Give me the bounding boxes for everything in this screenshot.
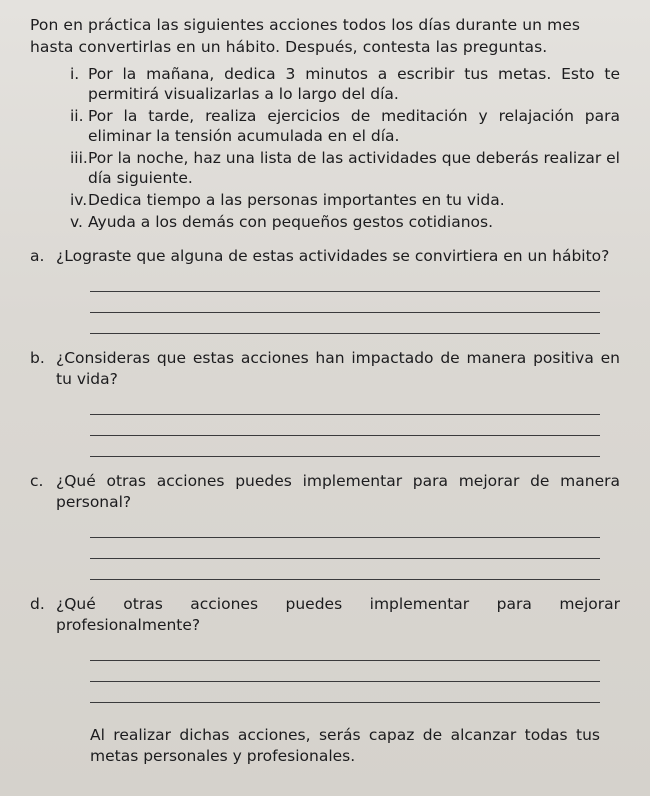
action-text: Por la noche, haz una lista de las actividades que deberás realizar el día siguiente. bbox=[88, 149, 620, 187]
action-number: v. bbox=[70, 213, 83, 231]
closing-text: Al realizar dichas acciones, serás capaz de alcanzar todas tus metas personales y profesionales. bbox=[90, 726, 600, 765]
action-item bbox=[70, 64, 620, 104]
question-letter: b. bbox=[30, 349, 45, 367]
answer-line[interactable] bbox=[90, 642, 600, 661]
question-b bbox=[30, 348, 620, 457]
answer-line[interactable] bbox=[90, 684, 600, 703]
question-letter: d. bbox=[30, 595, 45, 613]
answer-line[interactable] bbox=[90, 294, 600, 313]
question-c bbox=[30, 471, 620, 580]
answer-line[interactable] bbox=[90, 438, 600, 457]
action-number: iii. bbox=[70, 149, 88, 167]
answer-line[interactable] bbox=[90, 273, 600, 292]
question-text: ¿Lograste que alguna de estas actividades se convirtiera en un hábito? bbox=[56, 247, 610, 265]
answer-line[interactable] bbox=[90, 315, 600, 334]
answer-line[interactable] bbox=[90, 417, 600, 436]
answer-lines[interactable] bbox=[90, 390, 600, 457]
action-text: Por la tarde, realiza ejercicios de meditación y relajación para eliminar la tensión acumulada en el día. bbox=[88, 107, 620, 145]
answer-lines[interactable] bbox=[90, 513, 600, 580]
question-text: ¿Qué otras acciones puedes implementar para mejorar de manera personal? bbox=[56, 472, 620, 511]
action-item bbox=[70, 148, 620, 188]
action-item bbox=[70, 106, 620, 146]
action-number: ii. bbox=[70, 107, 84, 125]
answer-line[interactable] bbox=[90, 561, 600, 580]
answer-line[interactable] bbox=[90, 663, 600, 682]
answer-line[interactable] bbox=[90, 540, 600, 559]
question-d bbox=[30, 594, 620, 703]
action-text: Dedica tiempo a las personas importantes en tu vida. bbox=[88, 191, 505, 209]
instructions-text: Pon en práctica las siguientes acciones todos los días durante un mes hasta convertirlas en un hábito. Después, contesta las preguntas. bbox=[30, 16, 581, 56]
answer-line[interactable] bbox=[90, 396, 600, 415]
answer-lines[interactable] bbox=[90, 636, 600, 703]
action-text: Ayuda a los demás con pequeños gestos cotidianos. bbox=[88, 213, 493, 231]
action-item bbox=[70, 212, 620, 232]
question-a bbox=[30, 246, 620, 334]
question-letter: a. bbox=[30, 247, 45, 265]
answer-line[interactable] bbox=[90, 519, 600, 538]
question-text: ¿Consideras que estas acciones han impactado de manera positiva en tu vida? bbox=[56, 349, 620, 388]
action-list bbox=[30, 64, 620, 232]
action-number: iv. bbox=[70, 191, 88, 209]
action-text: Por la mañana, dedica 3 minutos a escribir tus metas. Esto te permitirá visualizarlas a lo largo del día. bbox=[88, 65, 620, 103]
action-item bbox=[70, 190, 620, 210]
question-letter: c. bbox=[30, 472, 44, 490]
answer-lines[interactable] bbox=[90, 267, 600, 334]
action-number: i. bbox=[70, 65, 80, 83]
question-text: ¿Qué otras acciones puedes implementar para mejorar profesionalmente? bbox=[56, 595, 620, 634]
